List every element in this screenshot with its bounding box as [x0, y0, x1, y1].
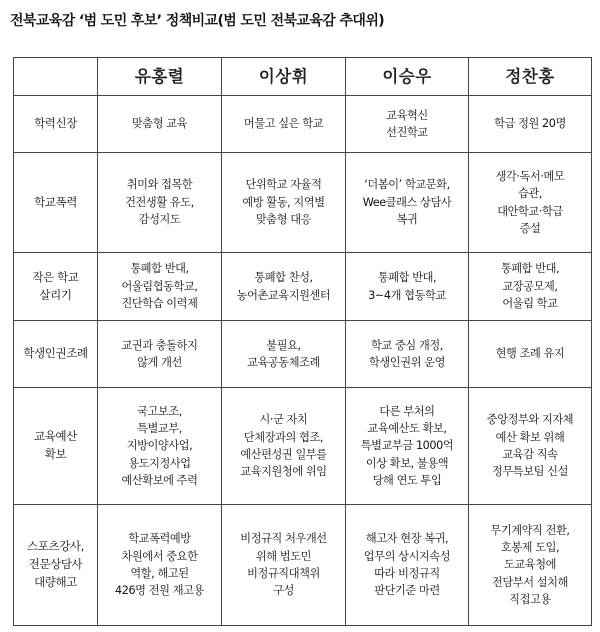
table-row — [14, 505, 592, 626]
policy-cell: 머물고 싶은 학교 — [222, 96, 346, 153]
policy-cell: 국고보조, 특별교부, 지방이양사업, 용도지정사업 예산확보에 주력 — [98, 388, 222, 505]
policy-cell: 시·군 자치 단체장과의 협조, 예산편성권 일부를 교육지원청에 위임 — [222, 388, 346, 505]
table-row — [14, 96, 592, 153]
candidate-header-yu-hongryeol: 유홍렬 — [98, 58, 222, 96]
policy-cell: ‘더봄이’ 학교문화, Wee클래스 상담사 복귀 — [346, 153, 469, 253]
policy-cell: 학교폭력예방 차원에서 중요한 역할, 해고된 426명 전원 재고용 — [98, 505, 222, 626]
candidate-header-lee-seungwoo: 이승우 — [346, 58, 469, 96]
candidate-header-jeong-chanhong: 정찬홍 — [469, 58, 592, 96]
corner-cell — [14, 58, 98, 96]
policy-comparison-table — [13, 57, 592, 626]
table-row — [14, 253, 592, 321]
row-topic: 학생인권조례 — [14, 321, 98, 388]
header-row — [14, 58, 592, 96]
policy-cell: 통폐합 반대, 교장공모제, 어울림 학교 — [469, 253, 592, 321]
policy-cell: 통폐합 반대, 3~4개 협동학교 — [346, 253, 469, 321]
policy-cell: 학급 정원 20명 — [469, 96, 592, 153]
policy-cell: 생각·독서·메모 습관, 대안학교·학급 증설 — [469, 153, 592, 253]
policy-cell: 교권과 충돌하지 않게 개선 — [98, 321, 222, 388]
table-row — [14, 153, 592, 253]
policy-cell: 맞춤형 교육 — [98, 96, 222, 153]
policy-cell: 중앙정부와 지자체 예산 확보 위해 교육감 직속 정무특보팀 신설 — [469, 388, 592, 505]
policy-cell: 교육혁신 선진학교 — [346, 96, 469, 153]
policy-cell: 해고자 현장 복귀, 업무의 상시지속성 따라 비정규직 판단기준 마련 — [346, 505, 469, 626]
table-row — [14, 388, 592, 505]
table-row — [14, 321, 592, 388]
row-topic: 스포츠강사, 전문상담사 대량해고 — [14, 505, 98, 626]
row-topic: 학교폭력 — [14, 153, 98, 253]
policy-cell: 다른 부처의 교육예산도 확보, 특별교부금 1000억 이상 확보, 불용액 당해 연도 투입 — [346, 388, 469, 505]
policy-cell: 무기계약직 전환, 호봉제 도입, 도교육청에 전담부서 설치해 직접고용 — [469, 505, 592, 626]
policy-cell: 학교 중심 개정, 학생인권위 운영 — [346, 321, 469, 388]
row-topic: 학력신장 — [14, 96, 98, 153]
policy-cell: 통폐합 반대, 어울림협동학교, 진단학습 이력제 — [98, 253, 222, 321]
policy-cell: 취미와 접목한 건전생활 유도, 감성지도 — [98, 153, 222, 253]
document-title: 전북교육감 ‘범 도민 후보’ 정책비교(범 도민 전북교육감 추대위) — [10, 13, 385, 29]
policy-cell: 비정규직 처우개선 위해 범도민 비정규직대책위 구성 — [222, 505, 346, 626]
policy-cell: 통폐합 찬성, 농어촌교육지원센터 — [222, 253, 346, 321]
candidate-header-lee-sanghwi: 이상휘 — [222, 58, 346, 96]
policy-cell: 불필요, 교육공동체조례 — [222, 321, 346, 388]
row-topic: 작은 학교 살리기 — [14, 253, 98, 321]
policy-cell: 현행 조례 유지 — [469, 321, 592, 388]
policy-cell: 단위학교 자율적 예방 활동, 지역별 맞춤형 대응 — [222, 153, 346, 253]
row-topic: 교육예산 확보 — [14, 388, 98, 505]
